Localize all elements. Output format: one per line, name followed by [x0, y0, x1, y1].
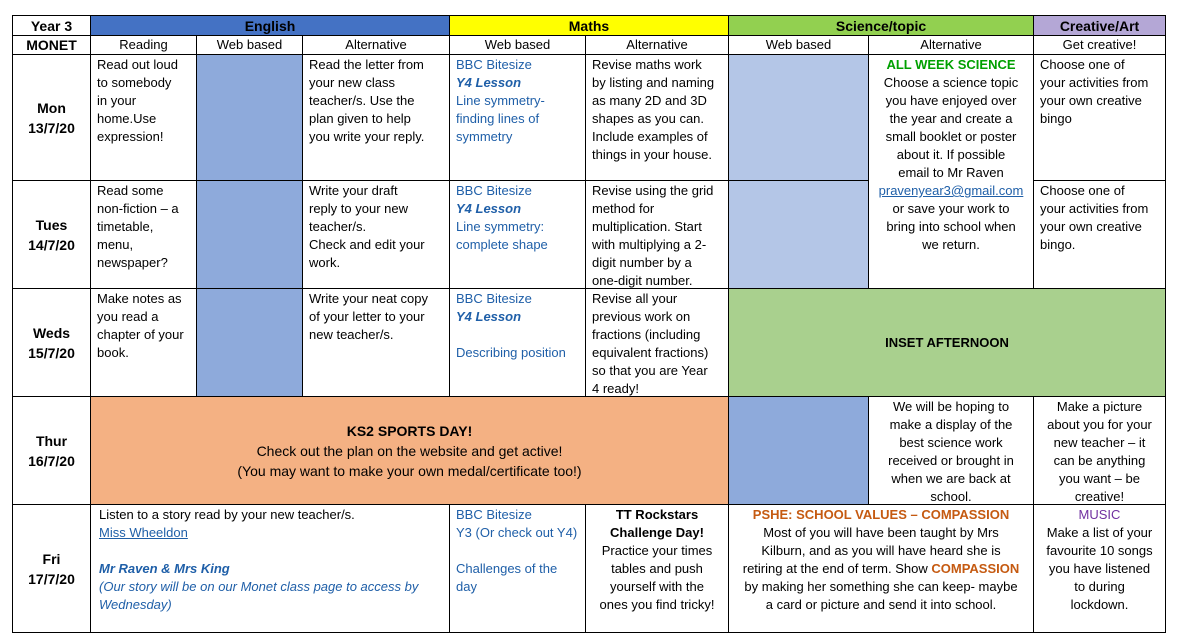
wed-maths-web [450, 289, 586, 397]
day-date: 14/7/20 [28, 236, 75, 253]
text-line: day [456, 579, 477, 594]
lesson-label: Y4 Lesson [456, 201, 522, 216]
text-line: ones you find tricky! [599, 597, 715, 612]
text-line: you want – be [1059, 471, 1140, 486]
text-line: tables and push [611, 561, 703, 576]
text-line: Choose a science topic [883, 75, 1019, 90]
tue-reading [91, 181, 197, 289]
text-line: symmetry [456, 129, 513, 144]
class-name-label: MONET [12, 36, 91, 55]
maths-header: Maths [450, 15, 729, 36]
day-date: 17/7/20 [28, 570, 75, 587]
text-line: Make notes as [97, 291, 182, 306]
text-line: teacher/s. Use the [309, 93, 415, 108]
text-line: Revise maths work [592, 57, 702, 72]
day-name: Fri [42, 550, 61, 567]
weekly-timetable [12, 15, 1166, 633]
text-line: so that you are Year [592, 363, 708, 378]
text-line: favourite 10 songs [1046, 543, 1153, 558]
text-line: book. [97, 345, 129, 360]
pshe-title: PSHE: SCHOOL VALUES – COMPASSION [752, 507, 1010, 522]
teacher-link-raven-king[interactable]: Mr Raven & Mrs King [99, 561, 230, 576]
text-line: previous work on [592, 309, 691, 324]
source-link[interactable]: BBC Bitesize [456, 291, 532, 306]
subhead-creative: Get creative! [1034, 36, 1166, 55]
spacer [456, 326, 581, 344]
source-link[interactable]: BBC Bitesize [456, 183, 532, 198]
music-title: MUSIC [1078, 507, 1121, 522]
spacer [456, 542, 581, 560]
tt-rockstars-title: TT Rockstars [615, 507, 699, 522]
text-line: your own creative [1040, 93, 1142, 108]
tue-creative [1034, 181, 1166, 289]
subhead-science-alt: Alternative [869, 36, 1034, 55]
text-line: your new class [309, 75, 395, 90]
sports-day [91, 397, 729, 505]
text-line: Include examples of [592, 129, 708, 144]
text-line: a card or picture and send it into school. [765, 597, 997, 612]
text-line: Make a list of your [1046, 525, 1153, 540]
source-link[interactable]: BBC Bitesize [456, 57, 532, 72]
text-line: about you for your [1047, 417, 1152, 432]
text-line: (Our story will be on our Monet class page to access by [99, 579, 419, 594]
email-link[interactable]: pravenyear3@gmail.com [878, 183, 1024, 198]
day-thu [12, 397, 91, 505]
text-line: one-digit number. [592, 273, 693, 288]
text-line: the year and create a [889, 111, 1013, 126]
text-line: your activities from [1040, 201, 1149, 216]
teacher-link-wheeldon[interactable]: Miss Wheeldon [99, 525, 188, 540]
text-line: Kilburn, and as you will have heard she is [761, 543, 1001, 558]
text-line: Y3 (Or check out Y4) [456, 525, 578, 540]
wed-english-web [197, 289, 303, 397]
text-line: to during [1074, 579, 1125, 594]
text-line: equivalent fractions) [592, 345, 709, 360]
text-line: creative! [1074, 489, 1125, 504]
year-label: Year 3 [12, 15, 91, 36]
text-line: Revise using the grid [592, 183, 714, 198]
text-line: about it. If possible [896, 147, 1006, 162]
text-line: of your letter to your [309, 309, 425, 324]
subhead-maths-alt: Alternative [586, 36, 729, 55]
text-line: new teacher – it [1053, 435, 1146, 450]
text-line: your own creative [1040, 219, 1142, 234]
text-line: Challenges of the [456, 561, 558, 576]
text-line: Make a picture [1056, 399, 1143, 414]
text-line: in your [97, 93, 137, 108]
text-line: fractions (including [592, 327, 701, 342]
text-line: as many 2D and 3D [592, 93, 707, 108]
text-line: (You may want to make your own medal/certificate too!) [237, 462, 582, 479]
text-line: Practice your times [601, 543, 713, 558]
text-line: digit number by a [592, 255, 692, 270]
text-line: multiplication. Start [592, 219, 702, 234]
text-line: Most of you will have been taught by Mrs [763, 525, 999, 540]
text-line: Line symmetry- [456, 93, 545, 108]
text-line: by making her something she can keep- maybe [744, 579, 1018, 594]
mon-science-web [729, 55, 869, 181]
day-date: 13/7/20 [28, 119, 75, 136]
fri-story [91, 505, 450, 633]
tue-maths-alt [586, 181, 729, 289]
text-line: small booklet or poster [885, 129, 1017, 144]
sports-day-title: KS2 SPORTS DAY! [346, 422, 473, 439]
inset-afternoon [729, 289, 1166, 397]
text-line: received or brought in [888, 453, 1014, 468]
text-line: you have enjoyed over [885, 93, 1017, 108]
text-line: Choose one of [1040, 57, 1125, 72]
day-name: Tues [35, 216, 68, 233]
lesson-label: Y4 Lesson [456, 309, 522, 324]
science-header: Science/topic [729, 15, 1034, 36]
mon-english-web [197, 55, 303, 181]
text-line: lockdown. [1070, 597, 1129, 612]
text-line: your activities from [1040, 75, 1149, 90]
mon-english-alt [303, 55, 450, 181]
text-line: finding lines of [456, 111, 540, 126]
day-name: Thur [35, 432, 68, 449]
text-line: Check out the plan on the website and get active! [256, 442, 563, 459]
text-line: expression! [97, 129, 164, 144]
text-line: Write your draft [309, 183, 398, 198]
fri-maths-alt [586, 505, 729, 633]
text-line: method for [592, 201, 655, 216]
day-wed [12, 289, 91, 397]
text-line: Revise all your [592, 291, 678, 306]
subhead-maths-web: Web based [450, 36, 586, 55]
tue-science-web [729, 181, 869, 289]
text-line: bring into school when [886, 219, 1016, 234]
source-link[interactable]: BBC Bitesize [456, 507, 532, 522]
text-line: school. [930, 489, 972, 504]
subhead-science-web: Web based [729, 36, 869, 55]
text-line: we return. [922, 237, 980, 252]
text-line: newspaper? [97, 255, 168, 270]
text-line: email to Mr Raven [898, 165, 1004, 180]
text-line: We will be hoping to [892, 399, 1010, 414]
fri-maths-web [450, 505, 586, 633]
text-line: Describing position [456, 345, 566, 360]
text-line: when we are back at [891, 471, 1011, 486]
text-line: with multiplying a 2- [592, 237, 707, 252]
text-line: non-fiction – a [97, 201, 179, 216]
inset-label: INSET AFTERNOON [885, 334, 1009, 350]
lesson-label: Y4 Lesson [456, 75, 522, 90]
day-mon [12, 55, 91, 181]
subhead-english-web: Web based [197, 36, 303, 55]
challenge-day-title: Challenge Day! [610, 525, 704, 540]
thu-science-web [729, 397, 869, 505]
text-fragment: retiring at the end of term. Show [742, 561, 928, 576]
day-fri [12, 505, 91, 633]
fri-pshe [729, 505, 1034, 633]
tue-english-web [197, 181, 303, 289]
wed-reading [91, 289, 197, 397]
text-line: you write your reply. [309, 129, 425, 144]
text-line [729, 560, 1033, 578]
story-intro: Listen to a story read by your new teacher/s. [99, 507, 355, 522]
day-date: 15/7/20 [28, 344, 75, 361]
text-line: yourself with the [610, 579, 704, 594]
text-line: Check and edit your [309, 237, 425, 252]
text-line: to somebody [97, 75, 172, 90]
text-line: bingo [1040, 111, 1072, 126]
text-line: you have listened [1048, 561, 1151, 576]
text-line: reply to your new [309, 201, 408, 216]
wed-maths-alt [586, 289, 729, 397]
mon-creative [1034, 55, 1166, 181]
thu-creative [1034, 397, 1166, 505]
text-line: Read some [97, 183, 164, 198]
text-line: things in your house. [592, 147, 712, 162]
compassion-highlight: COMPASSION [931, 561, 1020, 576]
fri-creative [1034, 505, 1166, 633]
text-line: Read out loud [97, 57, 178, 72]
text-line: plan given to help [309, 111, 411, 126]
text-line: work. [309, 255, 341, 270]
text-line: can be anything [1053, 453, 1146, 468]
science-week-title: ALL WEEK SCIENCE [886, 57, 1016, 72]
tue-maths-web [450, 181, 586, 289]
text-line: complete shape [456, 237, 548, 252]
creative-header: Creative/Art [1034, 15, 1166, 36]
text-line: Write your neat copy [309, 291, 428, 306]
text-line: or save your work to [892, 201, 1010, 216]
day-name: Weds [32, 324, 71, 341]
text-line: by listing and naming [592, 75, 715, 90]
text-line: 4 ready! [592, 381, 639, 396]
text-line: chapter of your [97, 327, 184, 342]
mon-maths-web [450, 55, 586, 181]
text-line: bingo. [1040, 237, 1076, 252]
spacer [99, 542, 445, 560]
day-name: Mon [37, 99, 66, 116]
text-line: Choose one of [1040, 183, 1125, 198]
text-line: timetable, [97, 219, 154, 234]
text-line: home.Use [97, 111, 157, 126]
subhead-reading: Reading [91, 36, 197, 55]
text-line: teacher/s. [309, 219, 367, 234]
text-line: Wednesday) [99, 597, 172, 612]
subhead-english-alt: Alternative [303, 36, 450, 55]
science-week-cell [869, 55, 1034, 289]
english-header: English [91, 15, 450, 36]
text-line: best science work [899, 435, 1003, 450]
thu-science-alt [869, 397, 1034, 505]
day-tue [12, 181, 91, 289]
text-line: shapes as you can. [592, 111, 705, 126]
text-line: new teacher/s. [309, 327, 394, 342]
mon-maths-alt [586, 55, 729, 181]
text-line: Line symmetry: [456, 219, 545, 234]
text-line: make a display of the [889, 417, 1013, 432]
day-date: 16/7/20 [28, 452, 75, 469]
text-line: you read a [97, 309, 159, 324]
wed-english-alt [303, 289, 450, 397]
mon-reading [91, 55, 197, 181]
tue-english-alt [303, 181, 450, 289]
text-line: menu, [97, 237, 134, 252]
text-line: Read the letter from [309, 57, 424, 72]
